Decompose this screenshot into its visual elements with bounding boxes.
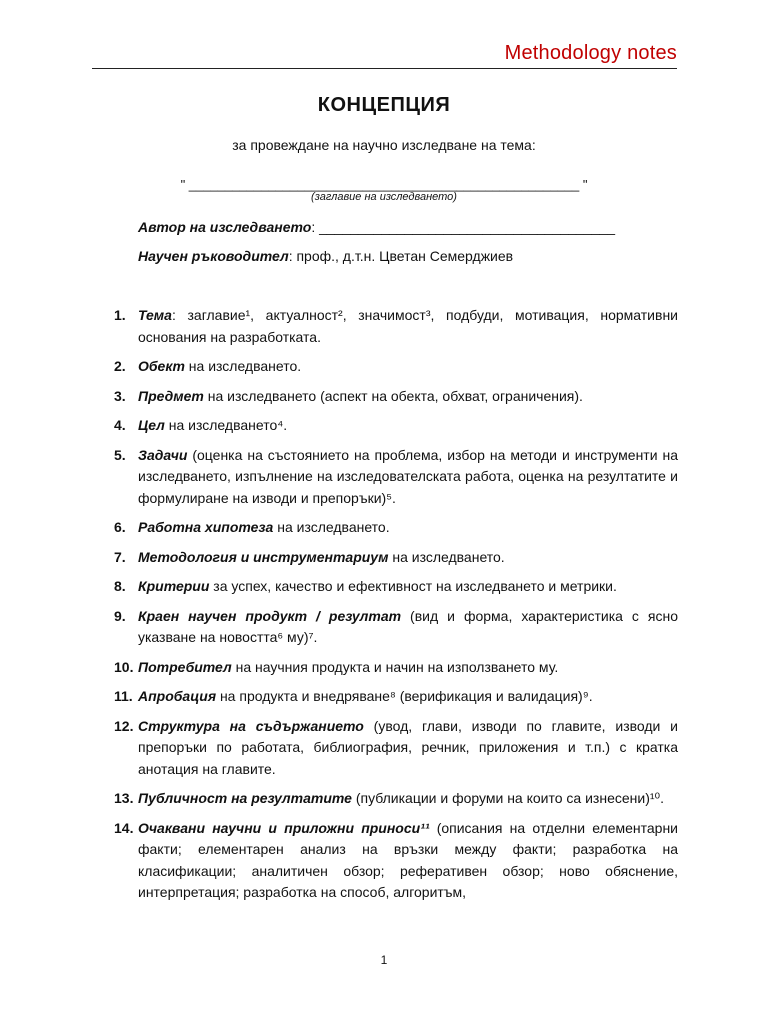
list-item-text: (увод, глави, изводи по главите, изводи и препоръки по работата, библиография, речник, приложения и т.п.) с кратка анотация на главите. bbox=[138, 717, 678, 777]
numbered-list bbox=[92, 305, 678, 912]
list-item-number-text: 1. bbox=[114, 307, 126, 323]
list-item-term: Обект bbox=[138, 358, 185, 374]
list-item-term: Очаквани научни и приложни приноси¹¹ bbox=[138, 819, 430, 836]
list-item bbox=[92, 386, 678, 408]
author-label: Автор на изследването bbox=[138, 219, 312, 235]
list-item-number bbox=[92, 356, 138, 378]
list-item-number-text: 3. bbox=[114, 387, 126, 404]
list-item-number bbox=[92, 606, 138, 649]
list-item-term: Критерии bbox=[138, 578, 210, 594]
list-item-body bbox=[138, 415, 678, 437]
list-item-number bbox=[92, 716, 138, 781]
list-item-number-text: 6. bbox=[114, 519, 126, 535]
list-item-body bbox=[138, 657, 678, 679]
list-item-term: Тема bbox=[138, 307, 172, 323]
supervisor-label: Научен ръководител bbox=[138, 248, 289, 264]
list-item-text: за успех, качество и ефективност на изследването и метрики. bbox=[209, 578, 617, 594]
author-line bbox=[138, 219, 615, 235]
author-value: : ______________________________________ bbox=[311, 219, 615, 235]
list-item-number bbox=[92, 788, 138, 810]
list-item-term: Предмет bbox=[138, 387, 204, 404]
list-item-body bbox=[138, 818, 678, 904]
list-item-text: на изследването⁴. bbox=[164, 417, 288, 433]
list-item-body bbox=[138, 606, 678, 649]
list-item-number bbox=[92, 547, 138, 569]
list-item-number bbox=[92, 657, 138, 679]
list-item-text: на изследването. bbox=[184, 358, 302, 374]
list-item-text: на изследването. bbox=[273, 519, 390, 535]
list-item-term: Методология и инструментариум bbox=[138, 548, 389, 565]
list-item-number bbox=[92, 517, 138, 539]
list-item-body bbox=[138, 788, 678, 810]
list-item-body bbox=[138, 576, 678, 598]
list-item bbox=[92, 415, 678, 437]
list-item-term: Структура на съдържанието bbox=[138, 717, 364, 734]
list-item-number-text: 13. bbox=[114, 790, 134, 806]
list-item-number-text: 5. bbox=[114, 446, 126, 463]
list-item bbox=[92, 818, 678, 904]
page-number: 1 bbox=[380, 953, 388, 967]
document-subtitle: за провеждане на научно изследване на тема: bbox=[232, 137, 536, 153]
list-item-number bbox=[92, 386, 138, 408]
list-item bbox=[92, 547, 678, 569]
list-item-number-text: 4. bbox=[114, 417, 126, 433]
list-item-body bbox=[138, 445, 678, 510]
list-item-term: Работна хипотеза bbox=[138, 519, 274, 535]
list-item-term: Потребител bbox=[138, 658, 232, 675]
list-item-number bbox=[92, 305, 138, 348]
list-item-body bbox=[138, 517, 678, 539]
list-item-number-text: 2. bbox=[114, 358, 126, 374]
list-item-body bbox=[138, 356, 678, 378]
list-item-text: (описания на отделни елементарни факти; елементарен анализ на връзки между факти; разработка на класификации; аналитичен обзор; реферативен обзор; ново обяснение, интерпретация; разработка на способ, алгоритъм, bbox=[138, 819, 678, 900]
list-item-number bbox=[92, 415, 138, 437]
supervisor-value: : проф., д.т.н. Цветан Семерджиев bbox=[288, 248, 514, 264]
document-title: КОНЦЕПЦИЯ bbox=[317, 94, 451, 116]
list-item-text: (оценка на състоянието на проблема, избор на методи и инструменти на изследването, изпълнение на изследователската работа, оценка на резултатите и формулиране на изводи и препоръки)⁵. bbox=[138, 446, 678, 506]
list-item-number-text: 7. bbox=[114, 548, 126, 565]
list-item-text: на научния продукта и начин на използването му. bbox=[231, 658, 559, 675]
list-item bbox=[92, 305, 678, 348]
supervisor-line bbox=[138, 248, 513, 264]
list-item-text: на продукта и внедряване⁸ (верификация и валидация)⁹. bbox=[216, 688, 593, 704]
list-item bbox=[92, 716, 678, 781]
list-item-body bbox=[138, 386, 678, 408]
list-item-text: на изследването. bbox=[388, 548, 505, 565]
list-item bbox=[92, 576, 678, 598]
list-item bbox=[92, 356, 678, 378]
list-item-number-text: 8. bbox=[114, 578, 126, 594]
list-item bbox=[92, 606, 678, 649]
list-item bbox=[92, 445, 678, 510]
list-item-text: на изследването (аспект на обекта, обхват, ограничения). bbox=[203, 387, 583, 404]
list-item-body bbox=[138, 547, 678, 569]
list-item bbox=[92, 657, 678, 679]
running-header bbox=[92, 42, 677, 69]
list-item bbox=[92, 686, 678, 708]
list-item-term: Задачи bbox=[138, 446, 188, 463]
list-item-text: (вид и форма, характеристика с ясно указване на новостта⁶ му)⁷. bbox=[138, 607, 678, 645]
list-item bbox=[92, 517, 678, 539]
list-item-number-text: 14. bbox=[114, 819, 134, 836]
list-item-number-text: 12. bbox=[114, 717, 134, 734]
list-item-number-text: 11. bbox=[114, 688, 133, 704]
list-item-number bbox=[92, 818, 138, 904]
list-item bbox=[92, 788, 678, 810]
list-item-body bbox=[138, 686, 678, 708]
list-item-term: Апробация bbox=[138, 688, 217, 704]
list-item-number-text: 10. bbox=[114, 658, 134, 675]
list-item-term: Публичност на резултатите bbox=[138, 790, 352, 806]
list-item-number bbox=[92, 576, 138, 598]
running-title: Methodology notes bbox=[504, 42, 677, 64]
topic-blank-line: " ______________________________________________________ " bbox=[180, 177, 588, 192]
list-item-text: : заглавие¹, актуалност², значимост³, подбуди, мотивация, нормативни основания на разработката. bbox=[138, 307, 678, 345]
list-item-text: (публикации и форуми на които са изнесени)¹⁰. bbox=[351, 790, 665, 806]
list-item-number-text: 9. bbox=[114, 607, 126, 624]
list-item-term: Цел bbox=[138, 417, 165, 433]
topic-caption: (заглавие на изследването) bbox=[311, 191, 457, 203]
list-item-term: Краен научен продукт / резултат bbox=[138, 607, 402, 624]
list-item-body bbox=[138, 716, 678, 781]
list-item-number bbox=[92, 686, 138, 708]
list-item-number bbox=[92, 445, 138, 510]
list-item-body bbox=[138, 305, 678, 348]
